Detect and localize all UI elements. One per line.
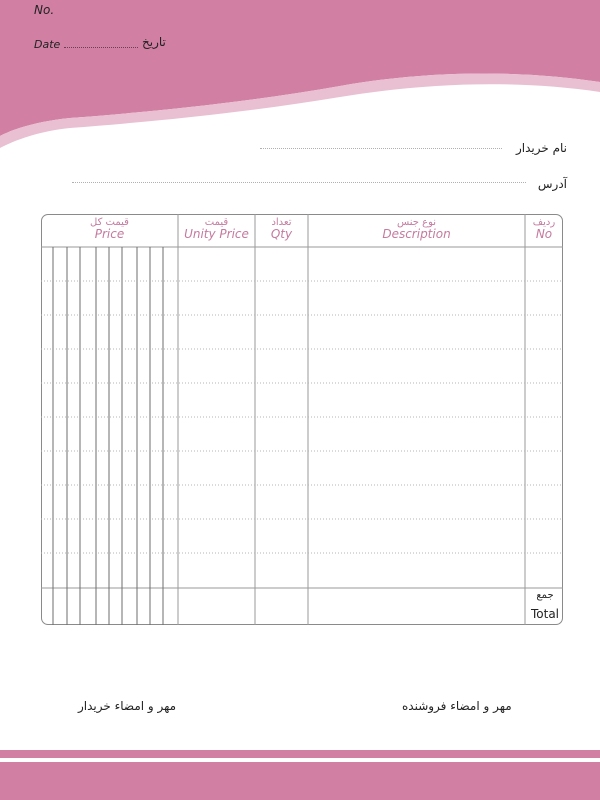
invoice-table-grid <box>41 214 563 625</box>
address-field[interactable] <box>72 182 526 183</box>
footer-band <box>0 762 600 800</box>
column-header-unit-price-fa: قیمت <box>204 217 229 228</box>
buyer-name-label: نام خریدار <box>515 141 567 155</box>
column-header-qty-fa: تعداد <box>271 217 292 228</box>
column-header-description-fa: نوع جنس <box>396 217 437 228</box>
column-header-price-en: Price <box>94 227 125 241</box>
total-label-en: Total <box>530 607 560 621</box>
total-label-fa: جمع <box>536 590 554 601</box>
column-header-qty <box>255 217 308 241</box>
buyer-signature-label: مهر و امضاء خریدار <box>78 699 177 713</box>
header-wave-banner <box>0 0 600 160</box>
date-field[interactable] <box>64 47 138 48</box>
buyer-name-field[interactable] <box>260 148 502 149</box>
column-header-price-fa: قیمت کل <box>90 217 129 228</box>
column-header-qty-en: Qty <box>270 227 293 241</box>
column-header-row-no-fa: ردیف <box>532 217 556 228</box>
column-header-description <box>308 217 525 241</box>
date-label: Date <box>34 38 61 51</box>
footer-stripe <box>0 750 600 758</box>
column-header-price <box>41 217 178 241</box>
invoice-number-label: No. <box>34 3 55 17</box>
column-header-description-en: Description <box>382 227 451 241</box>
date-label-fa: تاریخ <box>142 35 166 49</box>
seller-signature-label: مهر و امضاء فروشنده <box>402 699 512 713</box>
column-header-row-no <box>525 217 563 241</box>
column-header-row-no-en: No <box>535 227 553 241</box>
address-label: آدرس <box>537 177 567 191</box>
column-header-unit-price <box>178 217 255 241</box>
column-header-unit-price-en: Unity Price <box>184 227 249 241</box>
